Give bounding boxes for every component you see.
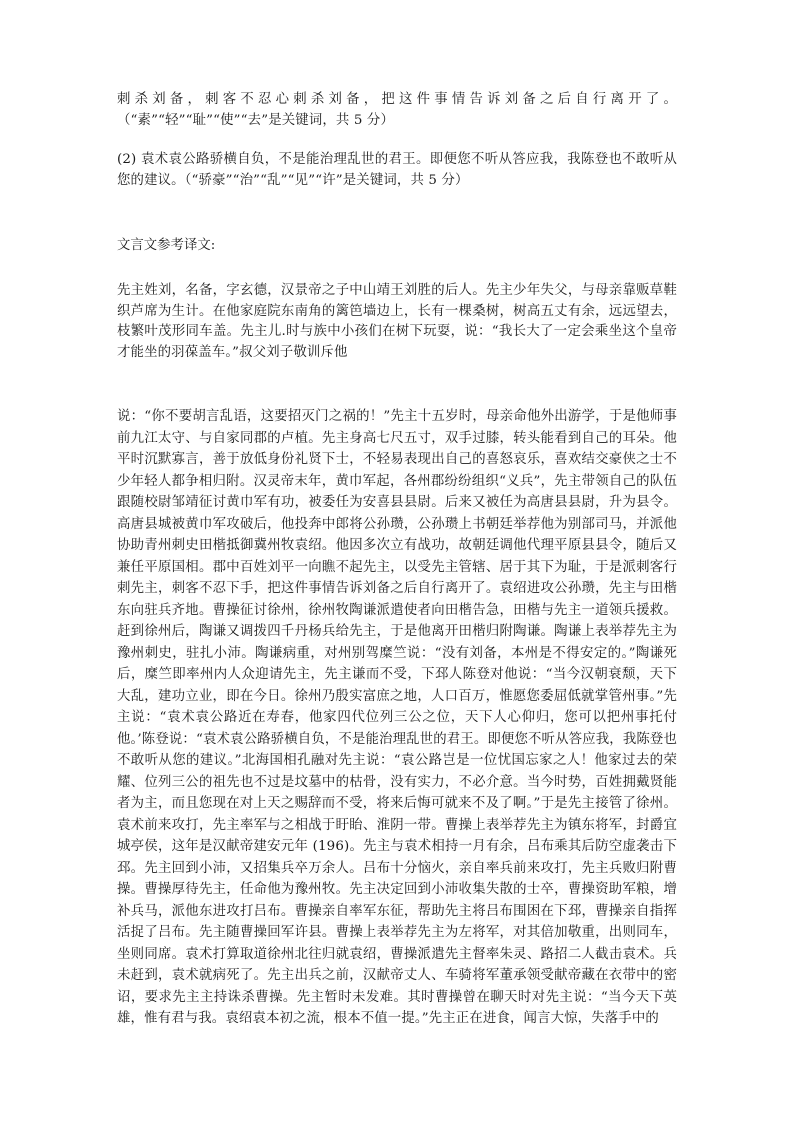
translation-intro-paragraph: 先主姓刘，名备，字玄德，汉景帝之子中山靖王刘胜的后人。先主少年失父，与母亲靠贩草鞋织芦席为生计。在他家庭院东南角的篱笆墙边上，长有一棵桑树，树高五丈有余，远远望去，枝繁叶茂形同车盖。先主儿.时与族中小孩们在树下玩耍，说：“我长大了一定会乘坐这个皇帝才能坐的羽葆盖车。”叔父刘子敬训斥他	[117, 283, 677, 360]
answer-1-paragraph: 刺杀刘备，刺客不忍心刺杀刘备，把这件事情告诉刘备之后自行离开了。（“素”“轻”“耻”“使”“去”是关键词，共 5 分）	[117, 92, 677, 128]
translation-heading: 文言文参考译文:	[117, 238, 216, 253]
translation-body-paragraph: 说：“你不要胡言乱语，这要招灭门之祸的！”先主十五岁时，母亲命他外出游学，于是他师事前九江太守、与自家同郡的卢植。先主身高七尺五寸，双手过膝，转头能看到自己的耳朵。他平时沉默寡言，善于放低身份礼贤下士，不轻易表现出自己的喜怒哀乐，喜欢结交豪侠之士不少年轻人都争相归附。汉灵帝末年，黄巾军起，各州郡纷纷组织“义兵”，先主带领自己的队伍跟随校尉邹靖征讨黄巾军有功，被委任为安喜县县尉。后来又被任为高唐县县尉，升为县令。高唐县城被黄巾军攻破后，他投奔中郎将公孙瓒，公孙瓒上书朝廷举荐他为别部司马，并派他协助青州刺史田楷抵御冀州牧袁绍。他因多次立有战功，故朝廷调他代理平原县县令，随后又兼任平原国相。郡中百姓刘平一向瞧不起先主，以受先主管辖、居于其下为耻，于是派刺客行刺先主，刺客不忍下手，把这件事情告诉刘备之后自行离开了。袁绍进攻公孙瓒，先主与田楷东向驻兵齐地。曹操征讨徐州，徐州牧陶谦派遣使者向田楷告急，田楷与先主一道领兵援救。赶到徐州后，陶谦又调拨四千丹杨兵给先主，于是他离开田楷归附陶谦。陶谦上表举荐先主为豫州刺史，驻扎小沛。陶谦病重，对州别驾糜竺说：“没有刘备，本州是不得安定的。”陶谦死后，糜竺即率州内人众迎请先主，先主谦而不受，下邳人陈登对他说：“当今汉朝衰颓，天下大乱，建功立业，即在今日。徐州乃殷实富庶之地，人口百万，惟愿您委屈低就掌管州事。”先主说：“袁术袁公路近在寿春，他家四代位列三公之位，天下人心仰归，您可以把州事托付他。’陈登说：“袁术袁公路骄横自负，不是能治理乱世的君王。即便您不听从答应我，我陈登也不敢听从您的建议。”北海国相孔融对先主说：“袁公路岂是一位忧国忘家之人！他家过去的荣耀、位列三公的祖先也不过是坟墓中的枯骨，没有实力，不必介意。当今时势，百姓拥戴贤能者为主，而且您现在对上天之赐辞而不受，将来后悔可就来不及了啊。”于是先主接管了徐州。袁术前来攻打，先主率军与之相战于盱眙、淮阴一带。曹操上表举荐先主为镇东将军，封爵宜城亭侯，这年是汉献帝建安元年 (196)。先主与袁术相持一月有余，吕布乘其后防空虚袭击下邳。先主回到小沛，又招集兵卒万余人。吕布十分恼火，亲自率兵前来攻打，先主兵败归附曹操。曹操厚待先主，任命他为豫州牧。先主决定回到小沛收集失散的士卒，曹操资助军粮，增补兵马，派他东进攻打吕布。曹操亲自率军东征，帮助先主将吕布围困在下邳，曹操亲自指挥活捉了吕布。先主随曹操回军许县。曹操上表举荐先主为左将军，对其倍加敬重，出则同车，坐则同席。袁术打算取道徐州北往归就袁绍，曹操派遣先主督率朱灵、路招二人截击袁术。兵未赶到，袁术就病死了。先主出兵之前，汉献帝丈人、车骑将军董承领受献帝藏在衣带中的密诏，要求先主主持诛杀曹操。先主暂时未发难。其时曹操曾在聊天时对先主说：“当今天下英雄，惟有君与我。袁绍袁本初之流，根本不值一提。”先主正在进食，闻言大惊，失落手中的	[117, 409, 677, 1026]
answer-2-paragraph: (2) 袁术袁公路骄横自负，不是能治理乱世的君王。即便您不听从答应我，我陈登也不敢听从您的建议。（“骄豪”“治”“乱”“见”“许”是关键词，共 5 分）	[117, 152, 677, 188]
